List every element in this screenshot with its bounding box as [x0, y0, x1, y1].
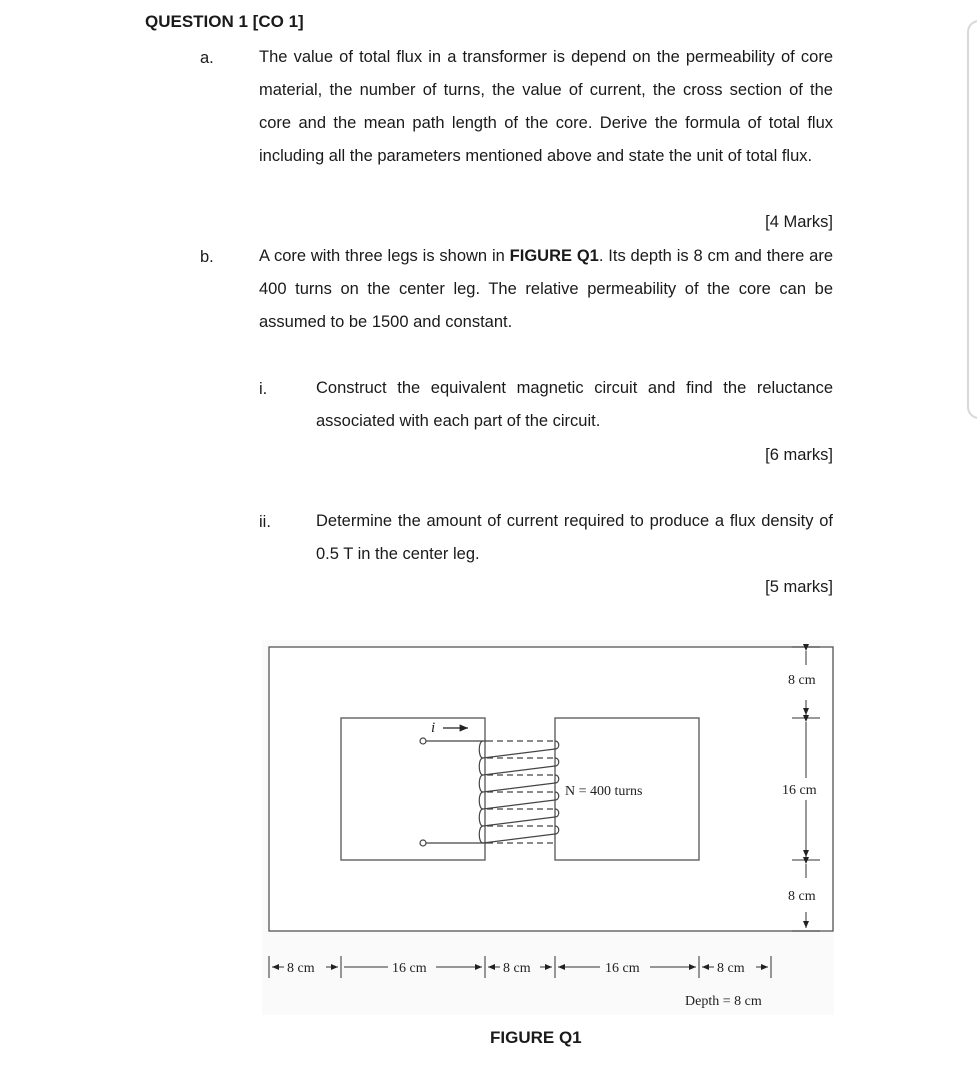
depth-label: Depth = 8 cm — [685, 994, 762, 1009]
sub-ii-marks: [5 marks] — [765, 578, 833, 596]
turns-label: N = 400 turns — [565, 784, 643, 799]
dim-h-4: 16 cm — [605, 961, 640, 976]
question-title: QUESTION 1 [CO 1] — [145, 12, 304, 31]
terminal-top — [420, 738, 426, 744]
sub-ii-label: ii. — [259, 513, 271, 531]
sub-i-marks: [6 marks] — [765, 446, 833, 464]
part-a-text: The value of total flux in a transformer is depend on the permeability of core material, the number of turns, the value of current, the cross section of the core and the mean path length of the core. Derive the formula of total flux including all the parameters mentioned above and state the unit of total flux. — [259, 48, 833, 165]
part-a-marks: [4 Marks] — [765, 213, 833, 231]
dim-h-2: 16 cm — [392, 961, 427, 976]
terminal-bottom — [420, 840, 426, 846]
current-label: i — [431, 720, 436, 736]
dim-h-5: 8 cm — [717, 961, 745, 976]
dim-top-label: 8 cm — [788, 673, 816, 688]
figure-reference: FIGURE Q1 — [509, 247, 599, 265]
sub-ii-text: Determine the amount of current required to produce a flux density of 0.5 T in the center leg. — [316, 512, 833, 563]
part-a-label: a. — [200, 49, 214, 67]
dim-h-3: 8 cm — [503, 961, 531, 976]
sub-i-label: i. — [259, 380, 268, 398]
core-window-left — [341, 718, 485, 860]
sub-i-text: Construct the equivalent magnetic circuit and find the reluctance associated with each part of the circuit. — [316, 379, 833, 430]
dim-bottom-label: 8 cm — [788, 889, 816, 904]
dim-h-1: 8 cm — [287, 961, 315, 976]
part-b-label: b. — [200, 248, 214, 266]
figure-caption: FIGURE Q1 — [490, 1028, 582, 1047]
part-b-text: A core with three legs is shown in FIGURE Q1. Its depth is 8 cm and there are 400 turns on the center leg. The relative permeability of the core can be assumed to be 1500 and constant. — [259, 247, 834, 331]
dim-middle-label: 16 cm — [782, 783, 817, 798]
